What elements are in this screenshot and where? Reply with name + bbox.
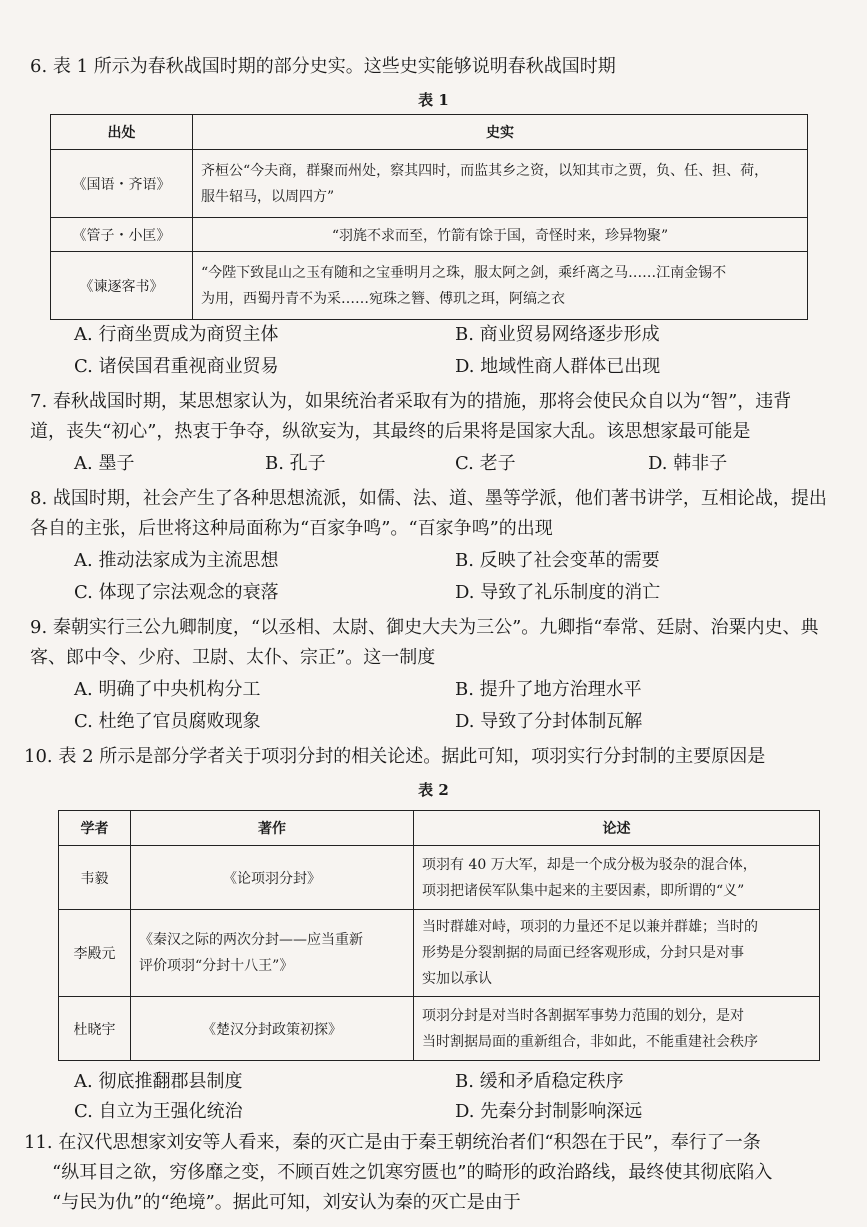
q8-option-d: D. 导致了礼乐制度的消亡 — [455, 582, 661, 603]
q6-row1-fact-line1: 齐桓公“今夫商，群聚而州处，察其四时，而监其乡之资，以知其市之贾，负、任、担、荷， — [201, 162, 769, 179]
q10-row2-view-line3: 实加以承认 — [422, 971, 492, 987]
q9-stem — [30, 613, 845, 673]
q10-header-view: 论述 — [414, 811, 820, 846]
q10-row2-view — [414, 910, 820, 997]
q7-stem — [30, 387, 845, 447]
q6-header-fact: 史实 — [193, 115, 808, 150]
q9-stem-line2: 客、郎中令、少府、卫尉、太仆、宗正”。这一制度 — [30, 647, 436, 668]
q10-stem: 10. 表 2 所示是部分学者关于项羽分封的相关论述。据此可知，项羽实行分封制的主要原因是 — [24, 746, 766, 767]
q10-option-c: C. 自立为王强化统治 — [74, 1101, 243, 1122]
q10-table-caption: 表 2 — [418, 781, 449, 799]
q6-row1-fact-line2: 服牛轺马，以周四方” — [201, 188, 335, 205]
q10-row1-work: 《论项羽分封》 — [131, 846, 414, 910]
q6-row3-fact — [193, 252, 808, 320]
q10-row3-view-line2: 当时割据局面的重新组合，非如此，不能重建社会秩序 — [422, 1033, 758, 1050]
q10-row3-scholar: 杜晓宇 — [59, 997, 131, 1061]
q10-header-scholar: 学者 — [59, 811, 131, 846]
q6-row3-fact-line1: “今陛下致昆山之玉有随和之宝垂明月之珠，服太阿之剑，乘纤离之马……江南金锡不 — [201, 264, 727, 281]
q6-option-d: D. 地域性商人群体已出现 — [455, 356, 661, 377]
q10-row3-work: 《楚汉分封政策初探》 — [131, 997, 414, 1061]
q10-row2-work-line1: 《秦汉之际的两次分封——应当重新 — [139, 932, 363, 948]
q10-row1-view-line1: 项羽有 40 万大军，却是一个成分极为驳杂的混合体， — [422, 856, 757, 873]
q7-option-d: D. 韩非子 — [648, 453, 728, 474]
q11-stem-line3: “与民为仇”的“绝境”。据此可知，刘安认为秦的灭亡是由于 — [52, 1192, 521, 1213]
q10-row3-view-line1: 项羽分封是对当时各割据军事势力范围的划分，是对 — [422, 1007, 744, 1024]
q10-option-b: B. 缓和矛盾稳定秩序 — [455, 1071, 624, 1092]
q6-row2-source: 《管子・小匡》 — [51, 218, 193, 252]
q10-row2-work-line2: 评价项羽“分封十八王”》 — [139, 958, 294, 974]
q8-stem-line2: 各自的主张，后世将这种局面称为“百家争鸣”。“百家争鸣”的出现 — [30, 518, 553, 539]
q6-header-source: 出处 — [51, 115, 193, 150]
q10-row2-view-line2: 形势是分裂割据的局面已经客观形成，分封只是对事 — [422, 945, 744, 961]
q10-header-work: 著作 — [131, 811, 414, 846]
q6-option-c: C. 诸侯国君重视商业贸易 — [74, 356, 279, 377]
q10-row2-work — [131, 910, 414, 997]
q10-row2-scholar: 李殿元 — [59, 910, 131, 997]
q9-option-a: A. 明确了中央机构分工 — [74, 679, 261, 700]
q6-row2-fact: “羽旄不求而至，竹箭有馀于国，奇怪时来，珍异物聚” — [193, 218, 808, 252]
q9-option-d: D. 导致了分封体制瓦解 — [455, 711, 643, 732]
q6-row3-source: 《谏逐客书》 — [51, 252, 193, 320]
q7-stem-line2: 道，丧失“初心”，热衷于争夺，纵欲妄为，其最终的后果将是国家大乱。该思想家最可能是 — [30, 421, 751, 442]
q8-stem — [30, 484, 845, 544]
q6-stem: 6. 表 1 所示为春秋战国时期的部分史实。这些史实能够说明春秋战国时期 — [30, 56, 616, 77]
q11-stem-line1: 11. 在汉代思想家刘安等人看来，秦的灭亡是由于秦王朝统治者们“积怨在于民”，奉行了一条 — [24, 1132, 761, 1153]
q6-table — [50, 114, 808, 320]
q9-option-c: C. 杜绝了官员腐败现象 — [74, 711, 261, 732]
q8-stem-line1: 8. 战国时期，社会产生了各种思想流派，如儒、法、道、墨等学派，他们著书讲学，互相论战，提出 — [30, 488, 827, 509]
q9-stem-line1: 9. 秦朝实行三公九卿制度，“以丞相、太尉、御史大夫为三公”。九卿指“奉常、廷尉、治粟内史、典 — [30, 617, 819, 638]
q7-option-c: C. 老子 — [455, 453, 516, 474]
q10-row1-view — [414, 846, 820, 910]
q6-table-caption: 表 1 — [418, 91, 449, 109]
q11-stem — [24, 1128, 854, 1218]
q6-option-b: B. 商业贸易网络逐步形成 — [455, 324, 660, 345]
q10-option-d: D. 先秦分封制影响深远 — [455, 1101, 643, 1122]
q11-stem-line2: “纵耳目之欲，穷侈靡之变，不顾百姓之饥寒穷匮也”的畸形的政治路线，最终使其彻底陷入 — [52, 1162, 773, 1183]
q7-option-a: A. 墨子 — [74, 453, 135, 474]
q7-stem-line1: 7. 春秋战国时期，某思想家认为，如果统治者采取有为的措施，那将会使民众自以为“智”，违背 — [30, 391, 792, 412]
q6-row1-source: 《国语・齐语》 — [51, 150, 193, 218]
q6-row1-fact — [193, 150, 808, 218]
q6-option-a: A. 行商坐贾成为商贸主体 — [74, 324, 279, 345]
q10-row1-scholar: 韦毅 — [59, 846, 131, 910]
q8-option-c: C. 体现了宗法观念的衰落 — [74, 582, 279, 603]
q10-table — [58, 810, 820, 1061]
q10-row2-view-line1: 当时群雄对峙，项羽的力量还不足以兼并群雄；当时的 — [422, 919, 758, 935]
q7-option-b: B. 孔子 — [265, 453, 326, 474]
q10-row3-view — [414, 997, 820, 1061]
q8-option-b: B. 反映了社会变革的需要 — [455, 550, 660, 571]
q10-option-a: A. 彻底推翻郡县制度 — [74, 1071, 243, 1092]
q6-row3-fact-line2: 为用，西蜀丹青不为采……宛珠之簪、傅玑之珥，阿缟之衣 — [201, 290, 565, 307]
q10-row1-view-line2: 项羽把诸侯军队集中起来的主要因素，即所谓的“义” — [422, 882, 745, 899]
q9-option-b: B. 提升了地方治理水平 — [455, 679, 642, 700]
q8-option-a: A. 推动法家成为主流思想 — [74, 550, 279, 571]
